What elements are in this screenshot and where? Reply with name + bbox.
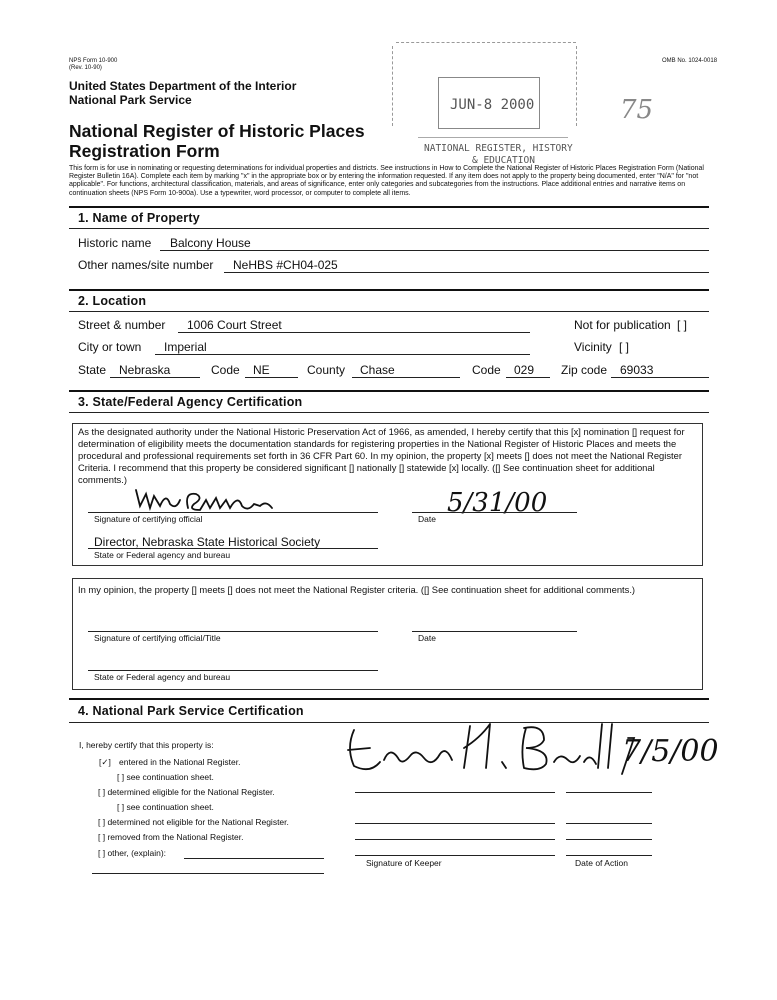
state-value: Nebraska xyxy=(119,363,171,377)
not-eligible-option[interactable]: [ ] determined not eligible for the National Register. xyxy=(98,817,289,827)
entered-checkbox[interactable]: [✓] xyxy=(99,757,111,767)
keeper-line xyxy=(355,823,555,824)
other-names-value: NeHBS #CH04-025 xyxy=(233,258,338,272)
divider xyxy=(69,228,709,229)
stamp-text-2: & EDUCATION xyxy=(472,155,535,166)
department-name: United States Department of the Interior xyxy=(69,79,297,93)
agency-line xyxy=(88,670,378,671)
certification-date: 5/31/00 xyxy=(447,488,548,518)
field-underline xyxy=(352,377,460,378)
field-underline xyxy=(160,250,709,251)
historic-name-value: Balcony House xyxy=(170,236,251,250)
entered-label: entered in the National Register. xyxy=(119,757,241,767)
action-date: 7/5/00 xyxy=(622,734,719,769)
action-label: Date of Action xyxy=(575,858,628,868)
street-value: 1006 Court Street xyxy=(187,318,282,332)
field-underline xyxy=(155,354,530,355)
removed-option[interactable]: [ ] removed from the National Register. xyxy=(98,832,244,842)
signature-official-label: Signature of certifying official xyxy=(94,514,203,524)
divider xyxy=(69,289,709,291)
keeper-line xyxy=(355,855,555,856)
form-subtitle: Registration Form xyxy=(69,141,220,161)
signature-line xyxy=(88,631,378,632)
signature-title-label: Signature of certifying official/Title xyxy=(94,633,221,643)
vicinity-checkbox[interactable]: [ ] xyxy=(619,340,630,354)
field-underline xyxy=(611,377,709,378)
agency-line xyxy=(88,548,378,549)
agency-value: Director, Nebraska State Historical Society xyxy=(94,535,321,549)
field-underline xyxy=(178,332,530,333)
opinion-text: In my opinion, the property [] meets [] does not meet the National Register criteria. ([] See continuation sheet for additional comments.) xyxy=(78,584,636,595)
form-instructions: This form is for use in nominating or requesting determinations for individual properties and districts. See instructions in How to Complete the National Register of Historic Places Registration Form (National Register Bulletin 16A). Complete each item by marking "x" in the appropriate box or by entering the information requested. If any item does not apply to the property being documented, enter "N/A" for "not applicable". For functions, architectural classification, materials, and areas of significance, enter only categories and subcategories from the instructions. Place additional entries and narrative items on continuation sheets (NPS Form 10-900a). Use a typewriter, word processor, or computer to complete all items. xyxy=(69,165,704,197)
keeper-line xyxy=(355,839,555,840)
handwritten-number: 75 xyxy=(620,95,654,125)
action-line xyxy=(566,839,652,840)
vicinity-label: Vicinity xyxy=(574,340,612,354)
agency-label-2: State or Federal agency and bureau xyxy=(94,672,231,682)
determined-eligible-option[interactable]: [ ] determined eligible for the National Register. xyxy=(98,787,275,797)
certification-text: As the designated authority under the National Historic Preservation Act of 1966, as amended, I hereby certify that this [x] nomination [] request for determination of eligibility meets the documentation standards for registering properties in the National Register of Historic Places and meets the procedural and professional requirements set forth in 36 CFR Part 60. In my opinion, the property [x] meets [] does not meet the National Register Criteria. I recommend that this property be considered significant [] nationally [] statewide [x] locally. ([] See continuation sheet for additional comments.) xyxy=(78,426,685,485)
form-revision: (Rev. 10-90) xyxy=(69,65,102,71)
not-for-publication-checkbox[interactable]: [ ] xyxy=(677,318,688,332)
date-label: Date xyxy=(418,514,436,524)
state-label: State xyxy=(78,363,107,377)
field-underline xyxy=(245,377,298,378)
county-code-value: 029 xyxy=(514,363,535,377)
form-title: National Register of Historic Places xyxy=(69,121,365,141)
historic-name-label: Historic name xyxy=(78,236,152,250)
zip-label: Zip code xyxy=(561,363,608,377)
action-line xyxy=(566,792,652,793)
street-label: Street & number xyxy=(78,318,166,332)
state-code-value: NE xyxy=(253,363,270,377)
county-value: Chase xyxy=(360,363,395,377)
zip-value: 69033 xyxy=(620,363,654,377)
continuation-option-1[interactable]: [ ] see continuation sheet. xyxy=(117,772,214,782)
service-name: National Park Service xyxy=(69,93,192,107)
divider xyxy=(69,390,709,392)
keeper-line xyxy=(355,792,555,793)
date-label-2: Date xyxy=(418,633,436,643)
date-line xyxy=(412,512,577,513)
form-number: NPS Form 10-900 xyxy=(69,58,118,64)
continuation-option-2[interactable]: [ ] see continuation sheet. xyxy=(117,802,214,812)
county-label: County xyxy=(307,363,346,377)
signature-line xyxy=(88,512,378,513)
field-underline xyxy=(506,377,550,378)
section-4-heading: 4. National Park Service Certification xyxy=(78,704,304,718)
city-value: Imperial xyxy=(164,340,207,354)
state-code-label: Code xyxy=(211,363,240,377)
action-line xyxy=(566,855,652,856)
received-stamp xyxy=(388,42,588,166)
agency-label: State or Federal agency and bureau xyxy=(94,550,231,560)
section-1-heading: 1. Name of Property xyxy=(78,211,200,225)
field-underline xyxy=(110,377,200,378)
omb-number: OMB No. 1024-0018 xyxy=(662,58,718,64)
county-code-label: Code xyxy=(472,363,501,377)
other-names-label: Other names/site number xyxy=(78,258,214,272)
other-option[interactable]: [ ] other, (explain): xyxy=(98,848,167,858)
city-label: City or town xyxy=(78,340,142,354)
section-2-heading: 2. Location xyxy=(78,294,147,308)
divider xyxy=(69,698,709,700)
keeper-label: Signature of Keeper xyxy=(366,858,442,868)
date-line xyxy=(412,631,577,632)
action-line xyxy=(566,823,652,824)
field-underline xyxy=(224,272,709,273)
stamp-text-1: NATIONAL REGISTER, HISTORY xyxy=(424,143,573,154)
nps-intro: I, hereby certify that this property is: xyxy=(79,740,214,750)
not-for-publication-label: Not for publication xyxy=(574,318,671,332)
explain-line xyxy=(92,873,324,874)
divider xyxy=(69,206,709,208)
divider xyxy=(69,412,709,413)
explain-line xyxy=(184,858,324,859)
stamp-date: JUN-8 2000 xyxy=(450,97,535,113)
divider xyxy=(69,311,709,312)
section-3-heading: 3. State/Federal Agency Certification xyxy=(78,395,303,409)
